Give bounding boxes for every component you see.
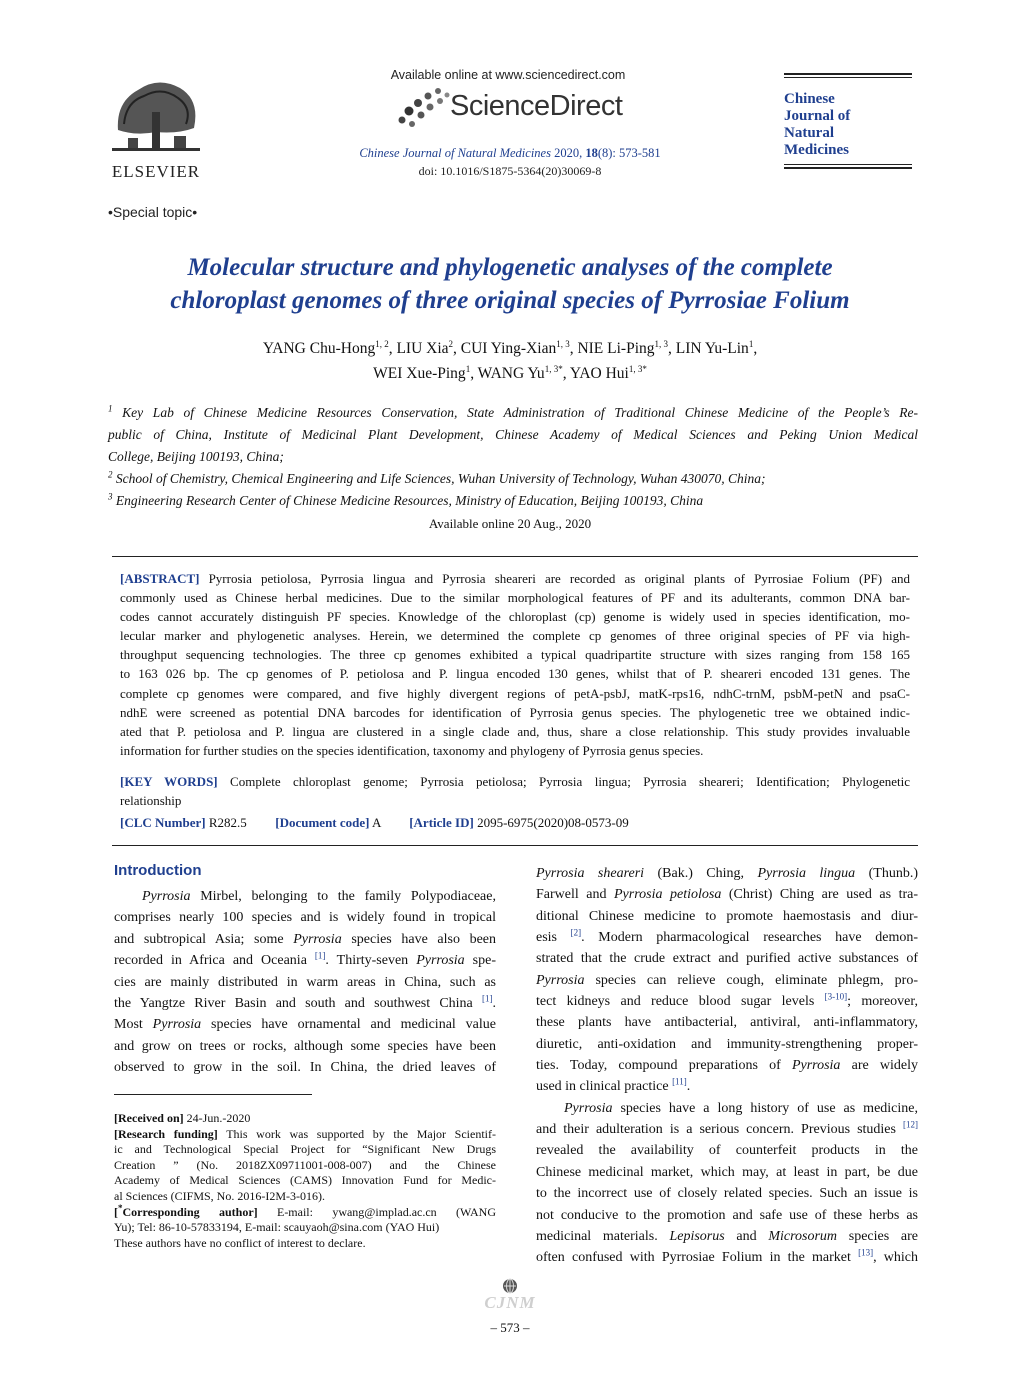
abstract — [120, 569, 910, 760]
funding-line-1: [Research funding] This work was supported by the Major Scientif- — [114, 1126, 496, 1141]
authors-line-1: YANG Chu-Hong$^{1, 2}$, LIU Xia$^2$, CUI Ying-Xian$^{1, 3}$, NIE Li-Ping$^{1, 3}$, LIN Yu-Lin$^1$, — [262, 338, 758, 357]
conflict-statement: These authors have no conflict of interest to declare. — [114, 1235, 366, 1250]
intro-left-line-7: Most Pyrrosia species have ornamental and medicinal value — [114, 1017, 496, 1033]
intro-right-line-12: Pyrrosia species have a long history of use as medicine, — [564, 1100, 918, 1116]
intro-right-line-15: Chinese medicinal market, which may, at least in part, be due — [536, 1164, 918, 1180]
paper-title-line-1: Molecular structure and phylogenetic analyses of the complete — [187, 254, 833, 281]
paper-title — [0, 251, 1020, 317]
article-id-value: 2095-6975(2020)08-0573-09 — [473, 815, 629, 830]
intro-right-line-11: used in clinical practice [11]. — [536, 1076, 691, 1095]
intro-right-line-6: Pyrrosia species can relieve cough, eliminate phlegm, pro- — [536, 972, 918, 988]
available-online: Available online at www.sciencedirect.com — [390, 68, 626, 82]
available-date: Available online 20 Aug., 2020 — [428, 516, 592, 531]
clc-value: R282.5 — [205, 815, 247, 830]
affiliation-1-line-1: $^1$ Key Lab of Chinese Medicine Resources Conservation, State Administration of Traditional Chinese Medicine of the People’s Re- — [108, 403, 918, 420]
funding-line-2: ic and Technological Special Project for “Significant New Drugs — [114, 1142, 496, 1157]
journal-title-box — [784, 73, 912, 177]
citation-volume: 18 — [585, 146, 598, 160]
intro-right-line-8: these plants have antibacterial, antiviral, anti-inflammatory, — [536, 1015, 918, 1031]
intro-right-line-5: strated that the crude extract and purified active substances of — [536, 951, 918, 967]
corresponding-line-1: [*Corresponding author] E-mail: ywang@implad.ac.cn (WANG — [114, 1202, 496, 1219]
intro-left-line-6: the Yangtze River Basin and south and southwest China [1]. — [114, 993, 496, 1012]
divider-top — [112, 556, 918, 557]
intro-right-line-10: ties. Today, compound preparations of Pyrrosia are widely — [536, 1058, 918, 1074]
globe-icon — [502, 1278, 518, 1294]
affiliations — [108, 402, 918, 512]
abstract-label: [ABSTRACT] — [120, 571, 200, 586]
document-code-value: A — [369, 815, 381, 830]
affiliation-3: $^3$ Engineering Research Center of Chinese Medicine Resources, Ministry of Education, Beijing 100193, China — [108, 491, 704, 508]
intro-left-line-2: comprises nearly 100 species and is widely found in tropical — [114, 910, 496, 926]
corresponding-line-2: Yu); Tel: 86-10-57833194, E-mail: scauyaoh@sina.com (YAO Hui) — [114, 1220, 440, 1235]
received-value: 24-Jun.-2020 — [183, 1111, 251, 1125]
intro-left-line-3: and subtropical Asia; some Pyrrosia species have also been — [114, 931, 496, 947]
abstract-line-9: ated that P. petiolosa and P. lingua are clustered in a single clade and, thus, share a close relationship. This study provides invaluable — [120, 723, 910, 739]
elsevier-logo — [108, 72, 204, 181]
paper-title-line-2: chloroplast genomes of three original species of Pyrrosiae Folium — [170, 287, 850, 314]
intro-left-line-5: cies are mainly distributed in warm areas in China, such as — [114, 974, 496, 990]
abstract-line-6: to 163 026 bp. The cp genomes of P. petiolosa and P. lingua encoded 130 genes, whilst that of P. sheareri encoded 131 genes. The — [120, 666, 910, 682]
funding-line-4: Academy of Medical Sciences (CAMS) Innovation Fund for Medic- — [114, 1173, 496, 1188]
intro-right-line-17: not conducive to the promotion and safe use of these herbs as — [536, 1207, 918, 1223]
keywords-line-1: [KEY WORDS] Complete chloroplast genome; Pyrrosia petiolosa; Pyrrosia lingua; Pyrrosia sheareri; Identification; Phylogenetic — [120, 774, 911, 789]
abstract-line-5: throughput sequencing technologies. The three cp genomes exhibited a typical quadripartite structure with sizes ranging from 158 165 — [120, 647, 910, 663]
intro-left-line-8: and grow on trees or rocks, although some species have been — [114, 1038, 496, 1054]
footnote-divider — [114, 1094, 312, 1095]
intro-right-line-14: revealed the availability of counterfeit products in the — [536, 1143, 918, 1159]
citation-line — [300, 146, 720, 161]
abstract-line-2: commonly used as Chinese herbal medicines. Due to the similar morphological features of PF and its adulterants, common DNA bar- — [120, 590, 910, 606]
citation-year: 2020, — [550, 146, 586, 160]
abstract-line-10: information for further studies on the species identification, taxonomy and phylogeny of Pyrrosia genus species. — [120, 742, 704, 758]
received-label: [Received on] — [114, 1111, 184, 1125]
divider-bottom — [112, 845, 918, 846]
journal-title-line-4: Medicines — [784, 142, 849, 158]
intro-right-line-4: esis [2]. Modern pharmacological researches have demon- — [536, 927, 918, 946]
footnotes — [114, 1111, 496, 1251]
affiliation-1-line-3: College, Beijing 100193, China; — [108, 449, 284, 464]
sciencedirect-dots-icon — [394, 86, 454, 130]
keywords-label: [KEY WORDS] — [120, 774, 218, 789]
intro-right-column — [536, 863, 918, 1269]
clc-label: [CLC Number] — [120, 815, 206, 830]
citation-pages: (8): 573-581 — [597, 146, 661, 160]
doi: doi: 10.1016/S1875-5364(20)30069-8 — [418, 164, 602, 178]
affiliation-1-line-2: public of China, Institute of Medicinal Plant Development, Chinese Academy of Medical Sciences and Peking Union Medical — [108, 427, 918, 442]
funding-label: [Research funding] — [114, 1126, 218, 1141]
document-code-label: [Document code] — [275, 815, 370, 830]
journal-title-line-1: Chinese — [784, 91, 835, 107]
page-number: – 573 – — [490, 1320, 530, 1335]
intro-right-line-7: tect kidneys and reduce blood sugar levels [3-10]; moreover, — [536, 991, 918, 1010]
funding-line-3: Creation ” (No. 2018ZX09711001-008-007) and the Chinese — [114, 1157, 496, 1172]
article-id-label: [Article ID] — [409, 815, 474, 830]
journal-title-line-2: Journal of — [784, 108, 851, 124]
intro-left-line-1: Pyrrosia Mirbel, belonging to the family Polypodiaceae, — [142, 889, 496, 904]
received-line — [114, 1111, 496, 1127]
intro-right-line-16: to the incorrect use of closely related species. Such an issue is — [536, 1186, 918, 1202]
intro-right-line-18: medicinal materials. Lepisorus and Microsorum species are — [536, 1228, 918, 1244]
sciencedirect-logo — [394, 86, 634, 130]
intro-left-line-4: recorded in Africa and Oceania [1]. Thirty-seven Pyrrosia spe- — [114, 950, 496, 969]
cjnm-logo-text: CJNM — [484, 1293, 536, 1312]
intro-left-line-9: observed to grow in the soil. In China, the dried leaves of — [114, 1060, 496, 1076]
cjnm-footer-logo — [470, 1278, 550, 1314]
keywords — [120, 772, 910, 810]
authors — [0, 336, 1020, 386]
elsevier-text: ELSEVIER — [111, 162, 201, 181]
keywords-line-2: relationship — [120, 793, 182, 808]
intro-right-line-9: diuretic, anti-oxidation and immunity-strengthening proper- — [536, 1036, 918, 1052]
affiliation-2: $^2$ School of Chemistry, Chemical Engineering and Life Sciences, Wuhan University of Technology, Wuhan 430070, China; — [108, 469, 766, 486]
special-topic: •Special topic• — [108, 204, 198, 220]
abstract-line-7: complete cp genomes were compared, and five highly divergent regions of petA-psbJ, matK-rps16, ndhC-trnM, psbM-petN and psaC- — [120, 685, 910, 701]
abstract-line-4: lecular marker and phylogenetic analyses. Herein, we determined the complete cp genomes of three original species of PF via high- — [120, 628, 910, 644]
abstract-line-1: [ABSTRACT] Pyrrosia petiolosa, Pyrrosia lingua and Pyrrosia sheareri are recorded as original plants of Pyrrosiae Folium (PF) and — [120, 571, 910, 586]
intro-right-line-2: Farwell and Pyrrosia petiolosa (Christ) Ching are used as tra- — [536, 887, 919, 903]
intro-right-line-1: Pyrrosia sheareri (Bak.) Ching, Pyrrosia lingua (Thunb.) — [536, 866, 918, 881]
introduction-heading: Introduction — [114, 862, 202, 879]
funding-line-5: al Sciences (CIFMS, No. 2016-I2M-3-016). — [114, 1188, 325, 1203]
abstract-line-8: ndhE were screened as potential DNA barcodes for identification of Pyrrosia genus species. The phylogenetic tree we obtained indic- — [120, 704, 910, 720]
intro-right-line-19: often confused with Pyrrosiae Folium in the market [13], which — [536, 1247, 919, 1266]
abstract-line-3: codes cannot accurately distinguish PF species. Knowledge of the chloroplast (cp) genome is widely used in species identification, mo- — [120, 609, 910, 625]
intro-left-column — [114, 886, 496, 1079]
sciencedirect-wordmark: ScienceDirect — [450, 90, 623, 122]
citation-journal: Chinese Journal of Natural Medicines — [359, 146, 551, 160]
authors-line-2: WEI Xue-Ping$^1$, WANG $Yu^{1, 3*}$, YAO Hui$^{1, 3*}$ — [373, 363, 647, 382]
intro-right-line-3: ditional Chinese medicine to promote haemostasis and diur- — [536, 908, 918, 924]
meta-row — [120, 815, 910, 831]
intro-right-line-13: and their adulteration is a serious concern. Previous studies [12] — [536, 1119, 918, 1138]
elsevier-tree-icon — [108, 72, 204, 156]
journal-title-line-3: Natural — [784, 125, 834, 141]
